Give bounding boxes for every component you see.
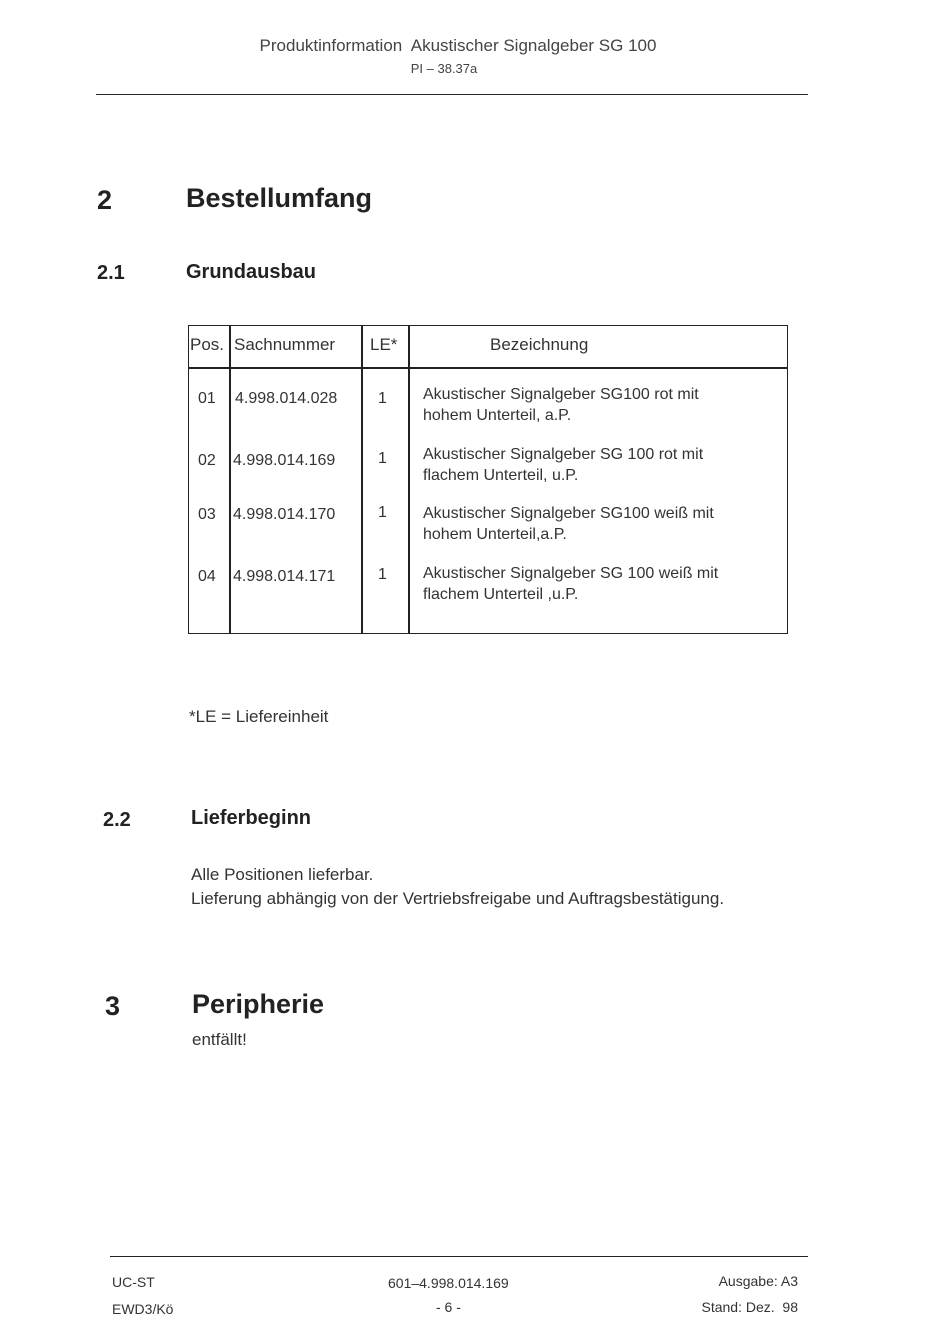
section-2-1-title: Grundausbau <box>186 261 317 283</box>
section-2-2-number: 2.2 <box>103 809 131 831</box>
cell-pos: 02 <box>198 452 216 469</box>
header-doc-id: PI – 38.37a <box>410 61 478 76</box>
section-3-text: entfällt! <box>192 1030 247 1049</box>
section-2-2-title: Lieferbeginn <box>191 807 312 829</box>
cell-bezeichnung-line2: flachem Unterteil, u.P. <box>423 467 579 484</box>
cell-sachnummer: 4.998.014.028 <box>235 390 338 407</box>
cell-le: 1 <box>378 450 387 467</box>
section-2-number: 2 <box>97 185 113 215</box>
section-2-2-line1: Alle Positionen lieferbar. <box>191 865 374 884</box>
cell-bezeichnung-line1: Akustischer Signalgeber SG100 rot mit <box>423 386 699 403</box>
cell-bezeichnung-line1: Akustischer Signalgeber SG 100 rot mit <box>423 446 704 463</box>
section-2-2-line2: Lieferung abhängig von der Vertriebsfreigabe und Auftragsbestätigung. <box>191 889 725 908</box>
cell-bezeichnung-line2: hohem Unterteil, a.P. <box>423 407 572 424</box>
cell-pos: 01 <box>198 390 216 407</box>
col-divider <box>361 326 363 633</box>
footer-rule <box>110 1256 808 1257</box>
cell-bezeichnung-line1: Akustischer Signalgeber SG 100 weiß mit <box>423 565 719 582</box>
cell-le: 1 <box>378 566 387 583</box>
section-3-number: 3 <box>105 991 121 1021</box>
col-divider <box>229 326 231 633</box>
cell-bezeichnung-line1: Akustischer Signalgeber SG100 weiß mit <box>423 505 714 522</box>
th-sachnummer: Sachnummer <box>234 335 336 354</box>
cell-bezeichnung-line2: flachem Unterteil ,u.P. <box>423 586 579 603</box>
th-le: LE* <box>370 335 398 354</box>
footer-author: EWD3/Kö <box>112 1301 174 1317</box>
header-rule <box>96 94 808 95</box>
cell-le: 1 <box>378 390 387 407</box>
footer-page: - 6 - <box>436 1299 461 1315</box>
footer-stand: Stand: Dez. 98 <box>701 1299 798 1315</box>
header-title: Produktinformation Akustischer Signalgeber SG 100 <box>259 36 657 55</box>
th-bezeichnung: Bezeichnung <box>490 335 589 354</box>
section-3-title: Peripherie <box>192 989 325 1019</box>
section-2-1-number: 2.1 <box>97 262 125 284</box>
order-table <box>188 325 788 634</box>
th-pos: Pos. <box>190 335 225 354</box>
cell-pos: 04 <box>198 568 216 585</box>
footer-ausgabe: Ausgabe: A3 <box>718 1273 798 1289</box>
footer-doc-number: 601–4.998.014.169 <box>388 1275 509 1291</box>
header-divider <box>189 367 787 369</box>
col-divider <box>408 326 410 633</box>
footer-dept: UC-ST <box>112 1274 155 1290</box>
cell-sachnummer: 4.998.014.171 <box>233 568 336 585</box>
cell-sachnummer: 4.998.014.170 <box>233 506 336 523</box>
cell-le: 1 <box>378 504 387 521</box>
cell-sachnummer: 4.998.014.169 <box>233 452 336 469</box>
cell-pos: 03 <box>198 506 216 523</box>
cell-bezeichnung-line2: hohem Unterteil,a.P. <box>423 526 567 543</box>
footnote-le: *LE = Liefereinheit <box>189 707 329 726</box>
section-2-title: Bestellumfang <box>186 183 373 213</box>
